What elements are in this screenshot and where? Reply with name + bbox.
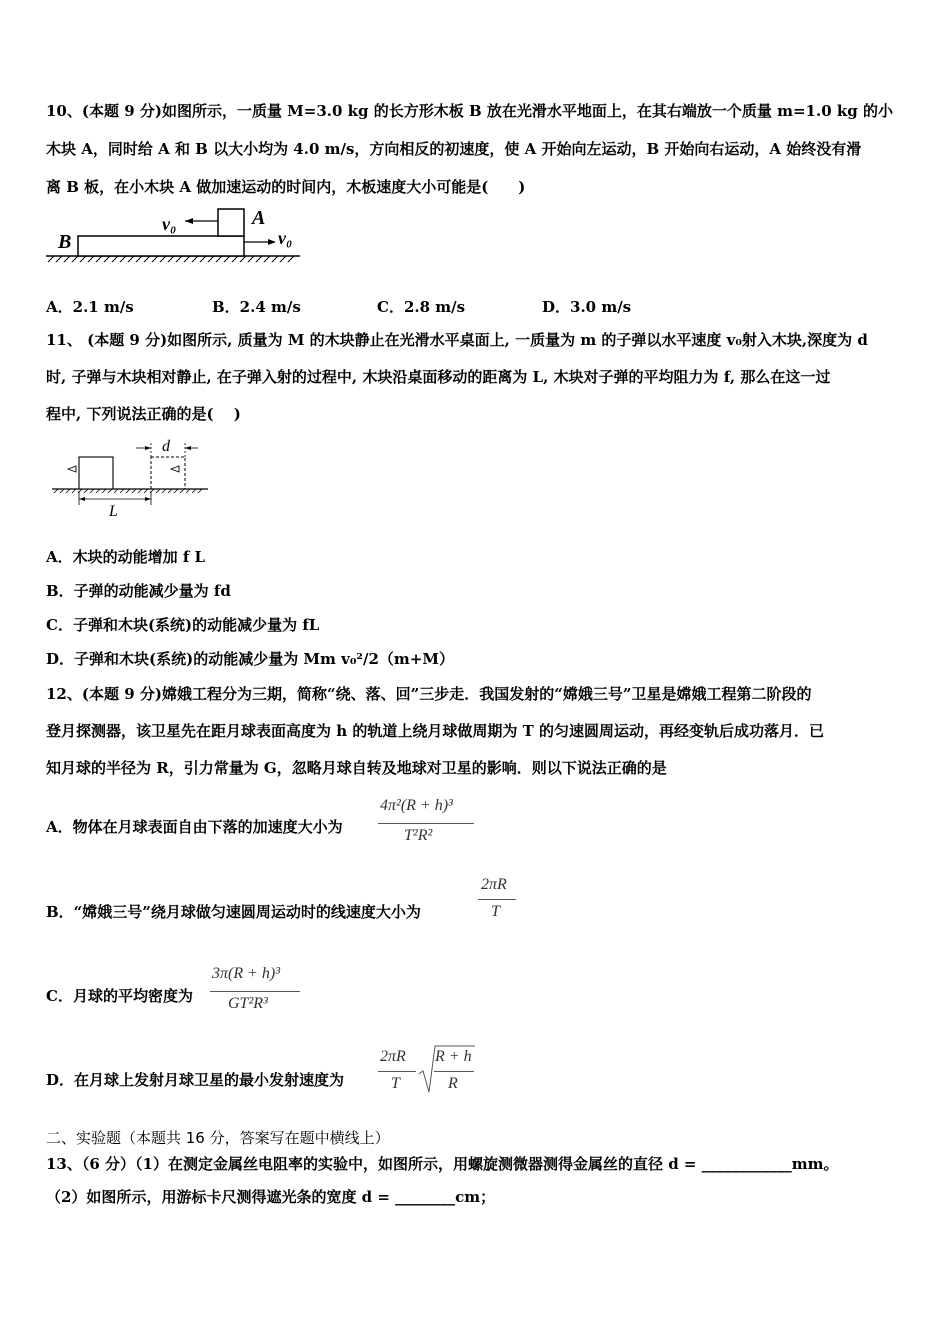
q12-line-3: 知月球的半径为 R，引力常量为 G，忽略月球自转及地球对卫星的影响．则以下说法正确的是 [46, 759, 667, 777]
sqrt-denominator: R [448, 1075, 458, 1092]
q12-line-2: 登月探测器，该卫星先在距月球表面高度为 h 的轨道上绕月球做周期为 T 的匀速圆周运动，再经变轨后成功落月．已 [46, 722, 824, 740]
sqrt-numerator: R + h [435, 1048, 472, 1065]
label-l: L [109, 503, 118, 520]
q11-line-1: 11、 (本题 9 分)如图所示, 质量为 M 的木块静止在光滑水平桌面上, 一质量为 m 的子弹以水平速度 v₀射入木块,深度为 d [46, 331, 868, 349]
q10-line-1: 10、(本题 9 分)如图所示，一质量 M=3.0 kg 的长方形木板 B 放在光滑水平地面上，在其右端放一个质量 m=1.0 kg 的小 [46, 102, 893, 120]
q10-line-3: 离 B 板，在小木块 A 做加速运动的时间内，木板速度大小可能是( ) [46, 178, 526, 196]
q10-line-2: 木块 A，同时给 A 和 B 以大小均为 4.0 m/s，方向相反的初速度，使 A 开始向左运动，B 开始向右运动，A 始终没有滑 [46, 140, 862, 158]
q11-option-b: B．子弹的动能减少量为 fd [46, 582, 231, 600]
q11-option-a: A．木块的动能增加 f L [46, 548, 206, 566]
q11-line-3: 程中, 下列说法正确的是( ) [46, 405, 241, 423]
q12-option-d: D．在月球上发射月球卫星的最小发射速度为 [46, 1071, 345, 1089]
formula-denominator: T [391, 1075, 400, 1092]
q10-option-a: A．2.1 m/s [46, 298, 134, 316]
wood-block [79, 457, 113, 489]
formula-numerator: 4π²(R + h)³ [380, 797, 453, 814]
label-d: d [162, 438, 170, 455]
q10-option-b: B．2.4 m/s [212, 298, 301, 316]
q13-line-1: 13、（6 分）（1）在测定金属丝电阻率的实验中，如图所示，用螺旋测微器测得金属丝的直径 d = ____________mm。 [46, 1155, 839, 1173]
arrow-left-icon [185, 218, 193, 224]
label-v0-right: v₀ [278, 228, 293, 248]
q10-figure [44, 200, 306, 270]
formula-numerator: 2πR [380, 1048, 406, 1065]
q12-line-1: 12、(本题 9 分)嫦娥工程分为三期，简称“绕、落、回”三步走．我国发射的“嫦娥三号”卫星是嫦娥工程第二阶段的 [46, 685, 812, 703]
q10-option-d: D．3.0 m/s [542, 298, 632, 316]
q12-option-a: A．物体在月球表面自由下落的加速度大小为 [46, 818, 343, 836]
block-a [218, 209, 244, 236]
formula-denominator: T²R² [404, 827, 433, 844]
formula-numerator: 3π(R + h)³ [212, 965, 281, 982]
board-b [78, 236, 244, 256]
section-2-title: 二、实验题（本题共 16 分，答案写在题中横线上） [46, 1129, 390, 1147]
label-b: B [58, 231, 72, 253]
formula-denominator: GT²R³ [228, 995, 268, 1012]
bullet-icon [68, 466, 76, 472]
q11-option-c: C．子弹和木块(系统)的动能减少量为 fL [46, 616, 320, 634]
q13-line-2: （2）如图所示，用游标卡尺测得遮光条的宽度 d = ________cm； [46, 1188, 496, 1206]
q12-option-b: B．“嫦娥三号”绕月球做匀速圆周运动时的线速度大小为 [46, 903, 421, 921]
formula-denominator: T [491, 903, 500, 920]
arrow-right-icon [268, 239, 276, 245]
label-v0-left: v₀ [162, 214, 177, 234]
q11-figure [50, 435, 212, 521]
q11-option-d: D．子弹和木块(系统)的动能减少量为 Mm v₀²/2（m+M） [46, 650, 454, 668]
label-a: A [252, 207, 266, 229]
q12-option-c: C．月球的平均密度为 [46, 987, 193, 1005]
formula-numerator: 2πR [481, 876, 507, 893]
q11-line-2: 时, 子弹与木块相对静止, 在子弹入射的过程中, 木块沿桌面移动的距离为 L, 木块对子弹的平均阻力为 f, 那么在这一过 [46, 368, 831, 386]
q10-option-c: C．2.8 m/s [377, 298, 466, 316]
